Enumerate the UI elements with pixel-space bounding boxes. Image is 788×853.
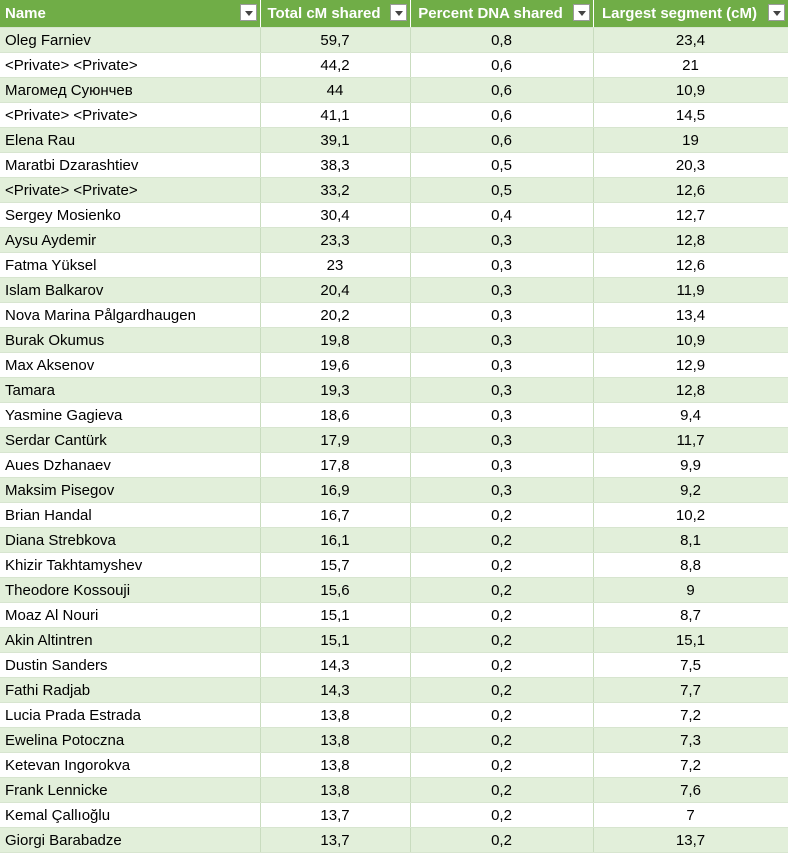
largest-segment-cell[interactable]: 12,9 — [593, 353, 788, 378]
name-cell[interactable]: Giorgi Barabadze — [0, 828, 260, 853]
largest-segment-cell[interactable]: 21 — [593, 53, 788, 78]
name-cell[interactable]: Fatma Yüksel — [0, 253, 260, 278]
percent-dna-cell[interactable]: 0,3 — [410, 278, 593, 303]
table-row[interactable] — [0, 278, 788, 303]
largest-segment-cell[interactable]: 7,3 — [593, 728, 788, 753]
total-cm-cell[interactable]: 44,2 — [260, 53, 410, 78]
percent-dna-cell[interactable]: 0,8 — [410, 28, 593, 53]
percent-dna-cell[interactable]: 0,2 — [410, 503, 593, 528]
chevron-down-icon[interactable] — [768, 4, 785, 21]
total-cm-cell[interactable]: 23 — [260, 253, 410, 278]
percent-dna-cell[interactable]: 0,6 — [410, 128, 593, 153]
percent-dna-cell[interactable]: 0,6 — [410, 103, 593, 128]
total-cm-cell[interactable]: 13,8 — [260, 728, 410, 753]
total-cm-cell[interactable]: 15,1 — [260, 603, 410, 628]
largest-segment-cell[interactable]: 7,5 — [593, 653, 788, 678]
name-cell[interactable]: Maksim Pisegov — [0, 478, 260, 503]
percent-dna-cell[interactable]: 0,3 — [410, 253, 593, 278]
table-row[interactable] — [0, 128, 788, 153]
percent-dna-cell[interactable]: 0,2 — [410, 828, 593, 853]
total-cm-cell[interactable]: 33,2 — [260, 178, 410, 203]
total-cm-cell[interactable]: 39,1 — [260, 128, 410, 153]
table-row[interactable] — [0, 628, 788, 653]
name-cell[interactable]: Fathi Radjab — [0, 678, 260, 703]
largest-segment-cell[interactable]: 9,9 — [593, 453, 788, 478]
percent-dna-cell[interactable]: 0,4 — [410, 203, 593, 228]
largest-segment-cell[interactable]: 15,1 — [593, 628, 788, 653]
column-header-percent-dna[interactable] — [410, 0, 593, 28]
percent-dna-cell[interactable]: 0,3 — [410, 453, 593, 478]
total-cm-cell[interactable]: 16,1 — [260, 528, 410, 553]
percent-dna-cell[interactable]: 0,3 — [410, 403, 593, 428]
name-cell[interactable]: Moaz Al Nouri — [0, 603, 260, 628]
total-cm-cell[interactable]: 15,1 — [260, 628, 410, 653]
total-cm-cell[interactable]: 17,9 — [260, 428, 410, 453]
largest-segment-cell[interactable]: 7,7 — [593, 678, 788, 703]
column-header-name[interactable] — [0, 0, 260, 28]
largest-segment-cell[interactable]: 10,9 — [593, 328, 788, 353]
percent-dna-cell[interactable]: 0,2 — [410, 528, 593, 553]
table-row[interactable] — [0, 303, 788, 328]
total-cm-cell[interactable]: 30,4 — [260, 203, 410, 228]
percent-dna-cell[interactable]: 0,6 — [410, 53, 593, 78]
name-cell[interactable]: Kemal Çallıoğlu — [0, 803, 260, 828]
table-row[interactable] — [0, 428, 788, 453]
table-row[interactable] — [0, 28, 788, 53]
largest-segment-cell[interactable]: 9 — [593, 578, 788, 603]
name-cell[interactable]: Max Aksenov — [0, 353, 260, 378]
name-cell[interactable]: Dustin Sanders — [0, 653, 260, 678]
percent-dna-cell[interactable]: 0,3 — [410, 353, 593, 378]
table-row[interactable] — [0, 403, 788, 428]
percent-dna-cell[interactable]: 0,2 — [410, 703, 593, 728]
column-header-label: Name — [5, 5, 46, 22]
total-cm-cell[interactable]: 13,8 — [260, 703, 410, 728]
largest-segment-cell[interactable]: 9,2 — [593, 478, 788, 503]
table-row[interactable] — [0, 528, 788, 553]
table-row[interactable] — [0, 728, 788, 753]
name-cell[interactable]: Aues Dzhanaev — [0, 453, 260, 478]
table-row[interactable] — [0, 378, 788, 403]
largest-segment-cell[interactable]: 13,7 — [593, 828, 788, 853]
largest-segment-cell[interactable]: 12,6 — [593, 178, 788, 203]
percent-dna-cell[interactable]: 0,3 — [410, 228, 593, 253]
table-row[interactable] — [0, 778, 788, 803]
name-cell[interactable]: Ketevan Ingorokva — [0, 753, 260, 778]
name-cell[interactable]: <Private> <Private> — [0, 53, 260, 78]
percent-dna-cell[interactable]: 0,3 — [410, 328, 593, 353]
total-cm-cell[interactable]: 19,6 — [260, 353, 410, 378]
table-row[interactable] — [0, 228, 788, 253]
name-cell[interactable]: Theodore Kossouji — [0, 578, 260, 603]
total-cm-cell[interactable]: 13,8 — [260, 778, 410, 803]
table-row[interactable] — [0, 803, 788, 828]
total-cm-cell[interactable]: 13,8 — [260, 753, 410, 778]
table-row[interactable] — [0, 78, 788, 103]
total-cm-cell[interactable]: 19,3 — [260, 378, 410, 403]
percent-dna-cell[interactable]: 0,2 — [410, 628, 593, 653]
name-cell[interactable]: Aysu Aydemir — [0, 228, 260, 253]
total-cm-cell[interactable]: 13,7 — [260, 828, 410, 853]
table-row[interactable] — [0, 203, 788, 228]
column-header-label: Largest segment (cM) — [601, 5, 758, 22]
largest-segment-cell[interactable]: 11,9 — [593, 278, 788, 303]
total-cm-cell[interactable]: 23,3 — [260, 228, 410, 253]
column-header-label: Total cM shared — [267, 5, 381, 22]
name-cell[interactable]: Elena Rau — [0, 128, 260, 153]
name-cell[interactable]: Diana Strebkova — [0, 528, 260, 553]
name-cell[interactable]: Islam Balkarov — [0, 278, 260, 303]
column-header-total-cm[interactable] — [260, 0, 410, 28]
percent-dna-cell[interactable]: 0,6 — [410, 78, 593, 103]
name-cell[interactable]: <Private> <Private> — [0, 103, 260, 128]
largest-segment-cell[interactable]: 10,2 — [593, 503, 788, 528]
name-cell[interactable]: Maratbi Dzarashtiev — [0, 153, 260, 178]
percent-dna-cell[interactable]: 0,2 — [410, 653, 593, 678]
table-row[interactable] — [0, 253, 788, 278]
table-row[interactable] — [0, 328, 788, 353]
largest-segment-cell[interactable]: 12,7 — [593, 203, 788, 228]
largest-segment-cell[interactable]: 12,8 — [593, 378, 788, 403]
total-cm-cell[interactable]: 41,1 — [260, 103, 410, 128]
total-cm-cell[interactable]: 20,2 — [260, 303, 410, 328]
name-cell[interactable]: Tamara — [0, 378, 260, 403]
total-cm-cell[interactable]: 14,3 — [260, 653, 410, 678]
percent-dna-cell[interactable]: 0,2 — [410, 603, 593, 628]
total-cm-cell[interactable]: 15,6 — [260, 578, 410, 603]
table-row[interactable] — [0, 453, 788, 478]
table-body — [0, 28, 788, 853]
largest-segment-cell[interactable]: 7 — [593, 803, 788, 828]
largest-segment-cell[interactable]: 19 — [593, 128, 788, 153]
name-cell[interactable]: Nova Marina Pålgardhaugen — [0, 303, 260, 328]
largest-segment-cell[interactable]: 8,8 — [593, 553, 788, 578]
percent-dna-cell[interactable]: 0,3 — [410, 378, 593, 403]
total-cm-cell[interactable]: 16,9 — [260, 478, 410, 503]
percent-dna-cell[interactable]: 0,5 — [410, 153, 593, 178]
name-cell[interactable]: Frank Lennicke — [0, 778, 260, 803]
total-cm-cell[interactable]: 15,7 — [260, 553, 410, 578]
name-cell[interactable]: Sergey Mosienko — [0, 203, 260, 228]
percent-dna-cell[interactable]: 0,3 — [410, 478, 593, 503]
table-row[interactable] — [0, 503, 788, 528]
largest-segment-cell[interactable]: 8,7 — [593, 603, 788, 628]
chevron-down-icon[interactable] — [390, 4, 407, 21]
name-cell[interactable]: Serdar Cantürk — [0, 428, 260, 453]
column-header-label: Percent DNA shared — [418, 5, 563, 22]
table-row[interactable] — [0, 753, 788, 778]
total-cm-cell[interactable]: 44 — [260, 78, 410, 103]
name-cell[interactable]: Khizir Takhtamyshev — [0, 553, 260, 578]
largest-segment-cell[interactable]: 7,2 — [593, 753, 788, 778]
name-cell[interactable]: Yasmine Gagieva — [0, 403, 260, 428]
percent-dna-cell[interactable]: 0,5 — [410, 178, 593, 203]
total-cm-cell[interactable]: 38,3 — [260, 153, 410, 178]
largest-segment-cell[interactable]: 7,6 — [593, 778, 788, 803]
table-row[interactable] — [0, 578, 788, 603]
table-row[interactable] — [0, 353, 788, 378]
name-cell[interactable]: Ewelina Potoczna — [0, 728, 260, 753]
largest-segment-cell[interactable]: 13,4 — [593, 303, 788, 328]
chevron-down-icon[interactable] — [573, 4, 590, 21]
largest-segment-cell[interactable]: 7,2 — [593, 703, 788, 728]
name-cell[interactable]: Lucia Prada Estrada — [0, 703, 260, 728]
table-row[interactable] — [0, 53, 788, 78]
percent-dna-cell[interactable]: 0,2 — [410, 753, 593, 778]
table-row[interactable] — [0, 703, 788, 728]
total-cm-cell[interactable]: 19,8 — [260, 328, 410, 353]
largest-segment-cell[interactable]: 12,8 — [593, 228, 788, 253]
name-cell[interactable]: Oleg Farniev — [0, 28, 260, 53]
name-cell[interactable]: <Private> <Private> — [0, 178, 260, 203]
total-cm-cell[interactable]: 16,7 — [260, 503, 410, 528]
table-row[interactable] — [0, 653, 788, 678]
largest-segment-cell[interactable]: 8,1 — [593, 528, 788, 553]
largest-segment-cell[interactable]: 23,4 — [593, 28, 788, 53]
table-row[interactable] — [0, 178, 788, 203]
name-cell[interactable]: Brian Handal — [0, 503, 260, 528]
column-header-largest-segment[interactable] — [593, 0, 788, 28]
total-cm-cell[interactable]: 14,3 — [260, 678, 410, 703]
total-cm-cell[interactable]: 20,4 — [260, 278, 410, 303]
table-row[interactable] — [0, 828, 788, 853]
chevron-down-icon[interactable] — [240, 4, 257, 21]
largest-segment-cell[interactable]: 10,9 — [593, 78, 788, 103]
largest-segment-cell[interactable]: 12,6 — [593, 253, 788, 278]
table-row[interactable] — [0, 478, 788, 503]
table-row[interactable] — [0, 103, 788, 128]
largest-segment-cell[interactable]: 14,5 — [593, 103, 788, 128]
name-cell[interactable]: Магомед Суюнчев — [0, 78, 260, 103]
percent-dna-cell[interactable]: 0,3 — [410, 428, 593, 453]
name-cell[interactable]: Akin Altintren — [0, 628, 260, 653]
percent-dna-cell[interactable]: 0,3 — [410, 303, 593, 328]
table-row[interactable] — [0, 678, 788, 703]
percent-dna-cell[interactable]: 0,2 — [410, 803, 593, 828]
total-cm-cell[interactable]: 13,7 — [260, 803, 410, 828]
percent-dna-cell[interactable]: 0,2 — [410, 578, 593, 603]
table-row[interactable] — [0, 603, 788, 628]
percent-dna-cell[interactable]: 0,2 — [410, 728, 593, 753]
total-cm-cell[interactable]: 17,8 — [260, 453, 410, 478]
largest-segment-cell[interactable]: 20,3 — [593, 153, 788, 178]
percent-dna-cell[interactable]: 0,2 — [410, 778, 593, 803]
header-row — [0, 0, 788, 28]
table-row[interactable] — [0, 153, 788, 178]
name-cell[interactable]: Burak Okumus — [0, 328, 260, 353]
percent-dna-cell[interactable]: 0,2 — [410, 678, 593, 703]
largest-segment-cell[interactable]: 9,4 — [593, 403, 788, 428]
largest-segment-cell[interactable]: 11,7 — [593, 428, 788, 453]
total-cm-cell[interactable]: 18,6 — [260, 403, 410, 428]
table-row[interactable] — [0, 553, 788, 578]
total-cm-cell[interactable]: 59,7 — [260, 28, 410, 53]
percent-dna-cell[interactable]: 0,2 — [410, 553, 593, 578]
